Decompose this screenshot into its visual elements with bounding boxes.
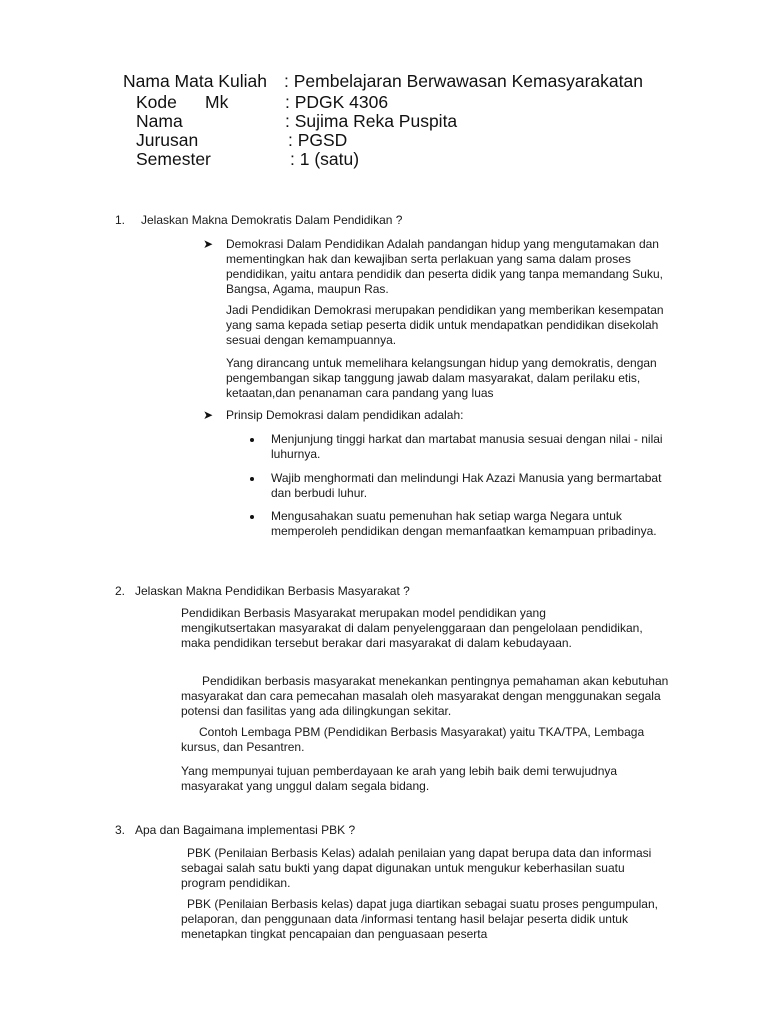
arrow-bullet-icon: ➤ <box>203 237 214 251</box>
q1-point1: Demokrasi Dalam Pendidikan Adalah pandangan hidup yang mengutamakan dan mementingkan hak dan kewajiban serta perlakuan yang sama dalam proses pendidikan, yaitu antara pendidik dan peserta didik yang tanpa memandang Suku, Bangsa, Agama, maupun Ras. <box>226 237 663 296</box>
q1-point2: Prinsip Demokrasi dalam pendidikan adalah: <box>226 408 464 422</box>
q3-para2: PBK (Penilaian Berbasis kelas) dapat juga diartikan sebagai suatu proses pengumpulan, pelaporan, dan penggunaan data /informasi tentang hasil belajar peserta didik untuk menetapkan tingkat pencapaian dan penguasaan peserta <box>181 897 658 941</box>
q1-question: Jelaskan Makna Demokratis Dalam Pendidikan ? <box>141 213 403 227</box>
code-label: Kode <box>136 92 177 112</box>
q3-question: Apa dan Bagaimana implementasi PBK ? <box>135 823 356 837</box>
bullet-dot-icon <box>250 477 254 481</box>
bullet-dot-icon <box>250 438 254 442</box>
semester-label: Semester <box>136 149 211 169</box>
q1-bullet-1: Menjunjung tinggi harkat dan martabat manusia sesuai dengan nilai - nilai luhurnya. <box>271 432 663 461</box>
q2-para2: Pendidikan berbasis masyarakat menekankan pentingnya pemahaman akan kebutuhan masyarakat dan cara pemecahan masalah oleh masyarakat dengan menggunakan segala potensi dan fasilitas yang ada dilingkungan sekitar. <box>181 674 669 718</box>
name-value: : Sujima Reka Puspita <box>285 111 458 131</box>
q1-bullet-2: Wajib menghormati dan melindungi Hak Azazi Manusia yang bermartabat dan berbudi luhur. <box>271 471 662 500</box>
course-value: : Pembelajaran Berwawasan Kemasyarakatan <box>284 71 643 91</box>
q2-para4: Yang mempunyai tujuan pemberdayaan ke arah yang lebih baik demi terwujudnya masyarakat yang unggul dalam segala bidang. <box>181 764 618 793</box>
q3-number: 3. <box>115 823 126 837</box>
major-label: Jurusan <box>136 130 199 150</box>
q3-para1: PBK (Penilaian Berbasis Kelas) adalah penilaian yang dapat berupa data dan informasi sebagai salah satu bukti yang dapat digunakan untuk mengukur keberhasilan suatu program pendidikan. <box>181 846 652 890</box>
q2-number: 2. <box>115 584 126 598</box>
bullet-dot-icon <box>250 515 254 519</box>
q2-para1: Pendidikan Berbasis Masyarakat merupakan model pendidikan yang mengikutsertakan masyarakat di dalam penyelenggaraan dan pengelolaan pendidikan, maka pendidikan tersebut berakar dari masyarakat di dalam kebudayaan. <box>181 606 643 650</box>
arrow-bullet-icon: ➤ <box>203 408 214 422</box>
q1-number: 1. <box>115 213 126 227</box>
code-value: : PDGK 4306 <box>285 92 389 112</box>
q2-question: Jelaskan Makna Pendidikan Berbasis Masyarakat ? <box>135 584 410 598</box>
q1-para3: Yang dirancang untuk memelihara kelangsungan hidup yang demokratis, dengan pengembangan sikap tanggung jawab dalam masyarakat, dalam perilaku etis, ketaatan,dan penanaman cara pandang yang luas <box>226 356 657 400</box>
semester-value: : 1 (satu) <box>290 149 360 169</box>
q1-para2: Jadi Pendidikan Demokrasi merupakan pendidikan yang memberikan kesempatan yang sama kepada setiap peserta didik untuk mendapatkan pendidikan disekolah sesuai dengan kemampuannya. <box>226 303 664 347</box>
major-value: : PGSD <box>288 130 348 150</box>
course-label: Nama Mata Kuliah <box>123 71 267 91</box>
name-label: Nama <box>136 111 183 131</box>
q2-para3: Contoh Lembaga PBM (Pendidikan Berbasis Masyarakat) yaitu TKA/TPA, Lembaga kursus, dan Pesantren. <box>181 725 645 754</box>
q1-bullet-3: Mengusahakan suatu pemenuhan hak setiap warga Negara untuk memperoleh pendidikan dengan memanfaatkan kemampuan pribadinya. <box>271 509 657 538</box>
code-label-mk: Mk <box>205 92 229 112</box>
